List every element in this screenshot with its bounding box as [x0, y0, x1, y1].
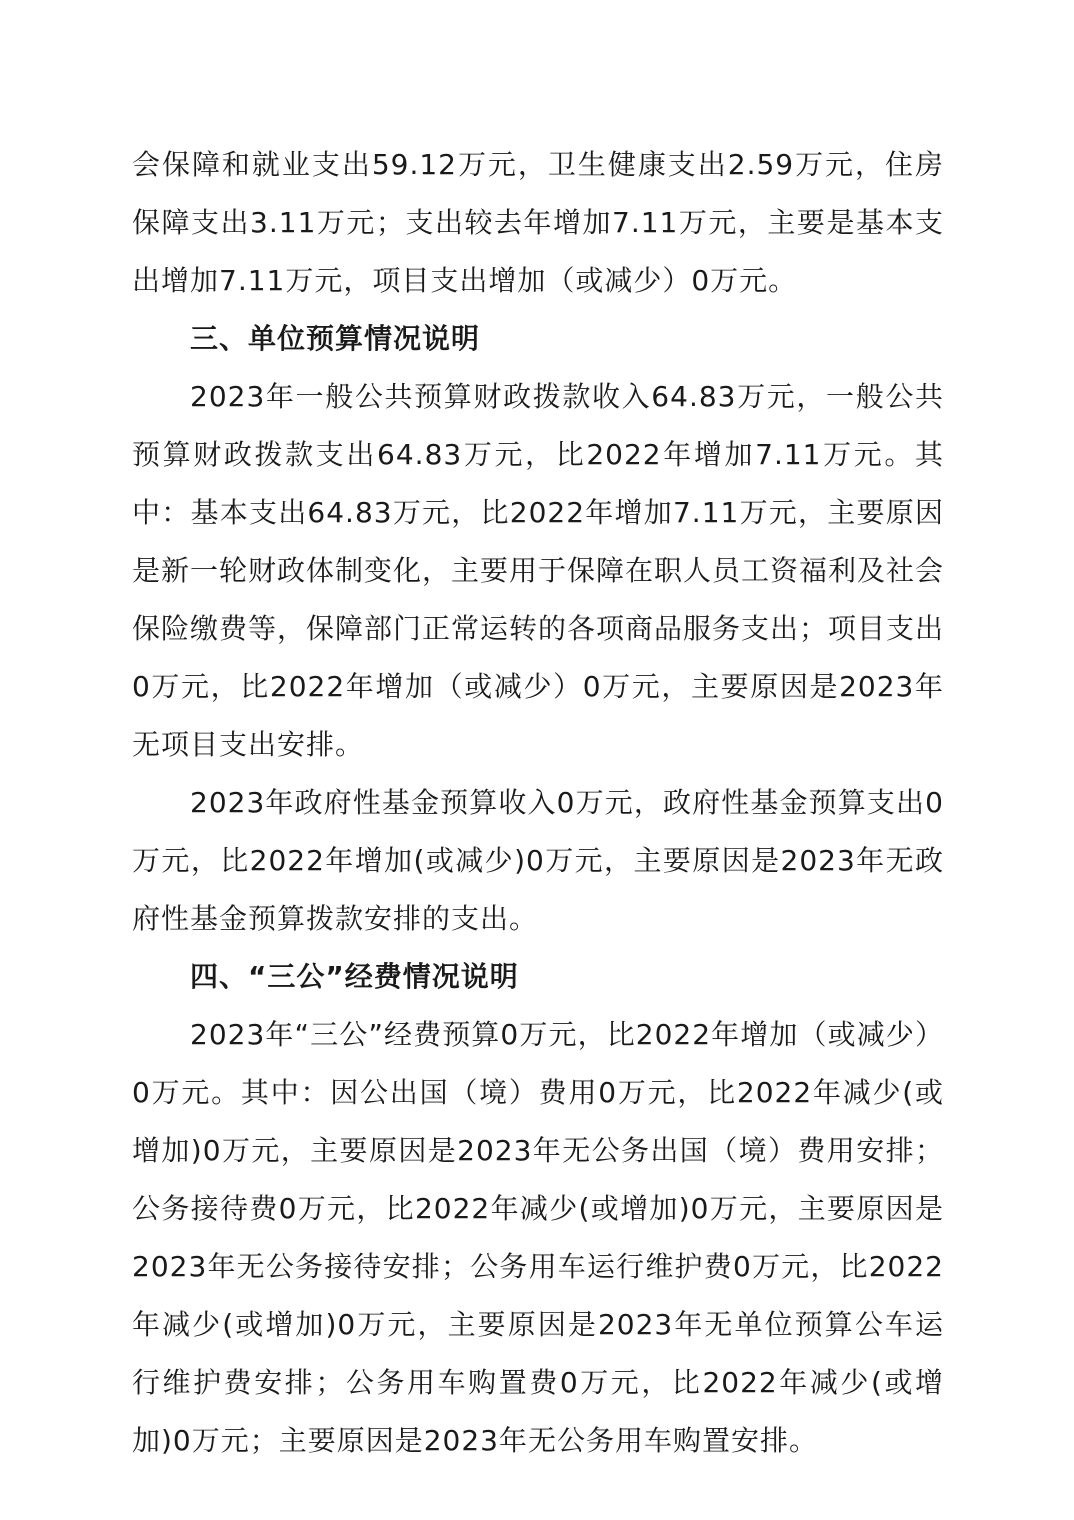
paragraph-three-public-expenses: 2023年“三公”经费预算0万元，比2022年增加（或减少）0万元。其中：因公出国（境）费用0万元，比2022年减少(或增加)0万元，主要原因是2023年无公务出国（境）费用安排；公务接待费0万元，比2022年减少(或增加)0万元，主要原因是2023年无公务接待安排；公务用车运行维护费0万元，比2022年减少(或增加)0万元，主要原因是2023年无单位预算公车运行维护费安排；公务用车购置费0万元，比2022年减少(或增加)0万元；主要原因是2023年无公务用车购置安排。	[132, 1018, 944, 1457]
paragraph-government-fund-budget: 2023年政府性基金预算收入0万元，政府性基金预算支出0万元，比2022年增加(或减少)0万元，主要原因是2023年无政府性基金预算拨款安排的支出。	[132, 786, 944, 935]
paragraph-general-public-budget: 2023年一般公共预算财政拨款收入64.83万元，一般公共预算财政拨款支出64.83万元，比2022年增加7.11万元。其中：基本支出64.83万元，比2022年增加7.11万元，主要原因是新一轮财政体制变化，主要用于保障在职人员工资福利及社会保险缴费等，保障部门正常运转的各项商品服务支出；项目支出0万元，比2022年增加（或减少）0万元，主要原因是2023年无项目支出安排。	[132, 380, 945, 761]
heading-unit-budget: 三、单位预算情况说明	[190, 322, 481, 355]
document-page	[132, 136, 944, 1470]
paragraph-social-security-spending: 会保障和就业支出59.12万元，卫生健康支出2.59万元，住房保障支出3.11万元；支出较去年增加7.11万元，主要是基本支出增加7.11万元，项目支出增加（或减少）0万元。	[132, 148, 944, 297]
heading-three-public-expenses: 四、“三公”经费情况说明	[190, 960, 519, 993]
